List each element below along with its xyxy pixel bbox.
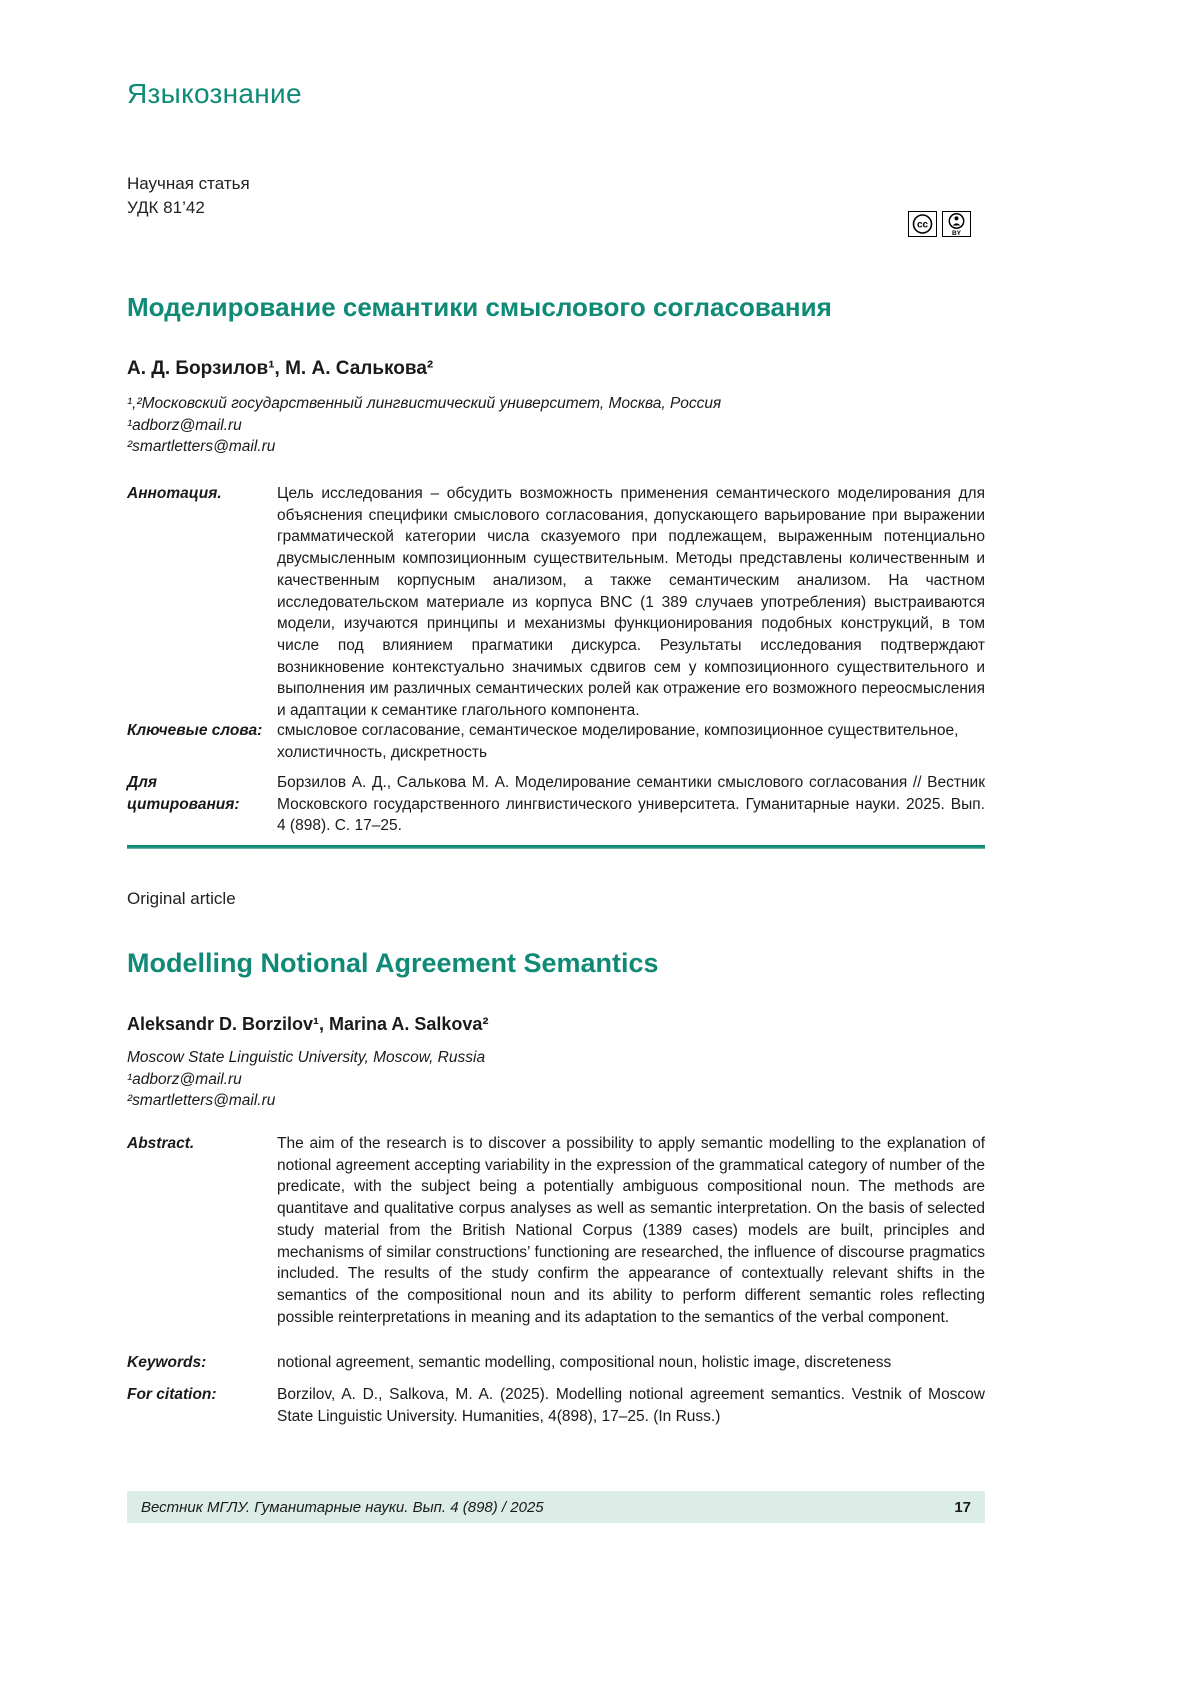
abstract-text-ru: Цель исследования – обсудить возможность применения семантического моделирования для объяснения специфики смыслового согласования, допускающего варьирование при выражении грамматической категории числа сказуемого при подлежащем, выраженным потенциально двусмысленным композиционным существительным. Методы представлены количественным и качественным корпусным анализом, а также семантическим анализом. На частном исследовательском материале из корпуса BNC (1 389 случаев употребления) выстраиваются модели, изучаются принципы и механизмы функционирования подобных конструкций, в том числе под влиянием прагматики дискурса. Результаты исследования подтверждают возникновение контекстуально значимых сдвигов сем у композиционного существительного и выполнения им различных семантических ролей как отражение его возможного переосмысления и адаптации к семантике глагольного компонента. (277, 485, 985, 720)
abstract-label-ru: Аннотация. (127, 485, 222, 502)
cc-license-badge (908, 210, 972, 238)
keywords-text-en: notional agreement, semantic modelling, compositional noun, holistic image, discreteness (277, 1354, 892, 1371)
keywords-row-ru (127, 720, 985, 763)
keywords-label-en: Keywords: (127, 1354, 207, 1371)
keywords-text-ru: смысловое согласование, семантическое моделирование, композиционное существительное, холистичность, дискретность (277, 722, 959, 761)
abstract-row-ru (127, 483, 985, 722)
citation-label-ru: Для цитирования: (127, 774, 240, 813)
affiliation-en: Moscow State Linguistic University, Moscow, Russia (127, 1049, 486, 1066)
svg-text:cc: cc (916, 219, 929, 231)
udc-code: УДК 81’42 (127, 198, 205, 217)
article-meta (127, 172, 985, 220)
abstract-text-en: The aim of the research is to discover a possibility to apply semantic modelling to the explanation of notional agreement accepting variability in the expression of the grammatical category of number of the predicate, with the subject being a potentially ambiguous compositional noun. The methods are quantitave and qualitative corpus analyses as well as semantic interpretation. On the basis of selected study material from the British National Corpus (1389 cases) models are built, principles and mechanisms of similar constructions’ functioning are researched, the influence of discourse pragmatics included. The results of the study confirm the appearance of contextually relevant shifts in the semantics of the compositional noun and its ability to perform different semantic roles reflecting possible reinterpretations in meaning and its adaptation to the semantics of the verbal component. (277, 1135, 985, 1326)
citation-row-ru (127, 772, 985, 837)
citation-text-en: Borzilov, A. D., Salkova, M. A. (2025). Modelling notional agreement semantics. Vestnik of Moscow State Linguistic University. Humanities, 4(898), 17–25. (In Russ.) (277, 1386, 985, 1425)
section-heading: Языкознание (127, 78, 302, 109)
abstract-row-en (127, 1133, 985, 1328)
authors-en: Aleksandr D. Borzilov¹, Marina A. Salkova² (127, 1014, 489, 1034)
article-title-ru: Моделирование семантики смыслового согласования (127, 292, 832, 322)
keywords-row-en (127, 1352, 985, 1374)
section-divider (127, 845, 985, 849)
keywords-label-ru: Ключевые слова: (127, 722, 263, 739)
footer-journal-title: Вестник МГЛУ. Гуманитарные науки. Вып. 4 (898) / 2025 (141, 1498, 544, 1516)
citation-row-en (127, 1384, 985, 1427)
author-email-2-ru: ²smartletters@mail.ru (127, 438, 276, 455)
author-email-2-en: ²smartletters@mail.ru (127, 1092, 276, 1109)
citation-label-en: For citation: (127, 1386, 217, 1403)
author-email-1-en: ¹adborz@mail.ru (127, 1070, 242, 1088)
article-type-en: Original article (127, 889, 236, 908)
svg-text:BY: BY (951, 230, 962, 237)
affiliation-block-en (127, 1047, 985, 1112)
authors-ru: А. Д. Борзилов¹, М. А. Салькова² (127, 358, 434, 379)
abstract-label-en: Abstract. (127, 1135, 195, 1152)
footer-bar (127, 1491, 985, 1523)
article-title-en: Modelling Notional Agreement Semantics (127, 948, 659, 978)
citation-text-ru: Борзилов А. Д., Салькова М. А. Моделирование семантики смыслового согласования // Вестник Московского государственного лингвистического университета. Гуманитарные науки. 2025. Вып. 4 (898). С. 17–25. (277, 774, 985, 835)
footer-page-number: 17 (954, 1498, 971, 1516)
article-type-ru: Научная статья (127, 174, 250, 193)
affiliation-block-ru (127, 393, 985, 458)
cc-by-icon (908, 210, 972, 238)
affiliation-ru: ¹,²Московский государственный лингвистический университет, Москва, Россия (127, 395, 722, 412)
author-email-1-ru: ¹adborz@mail.ru (127, 416, 242, 434)
